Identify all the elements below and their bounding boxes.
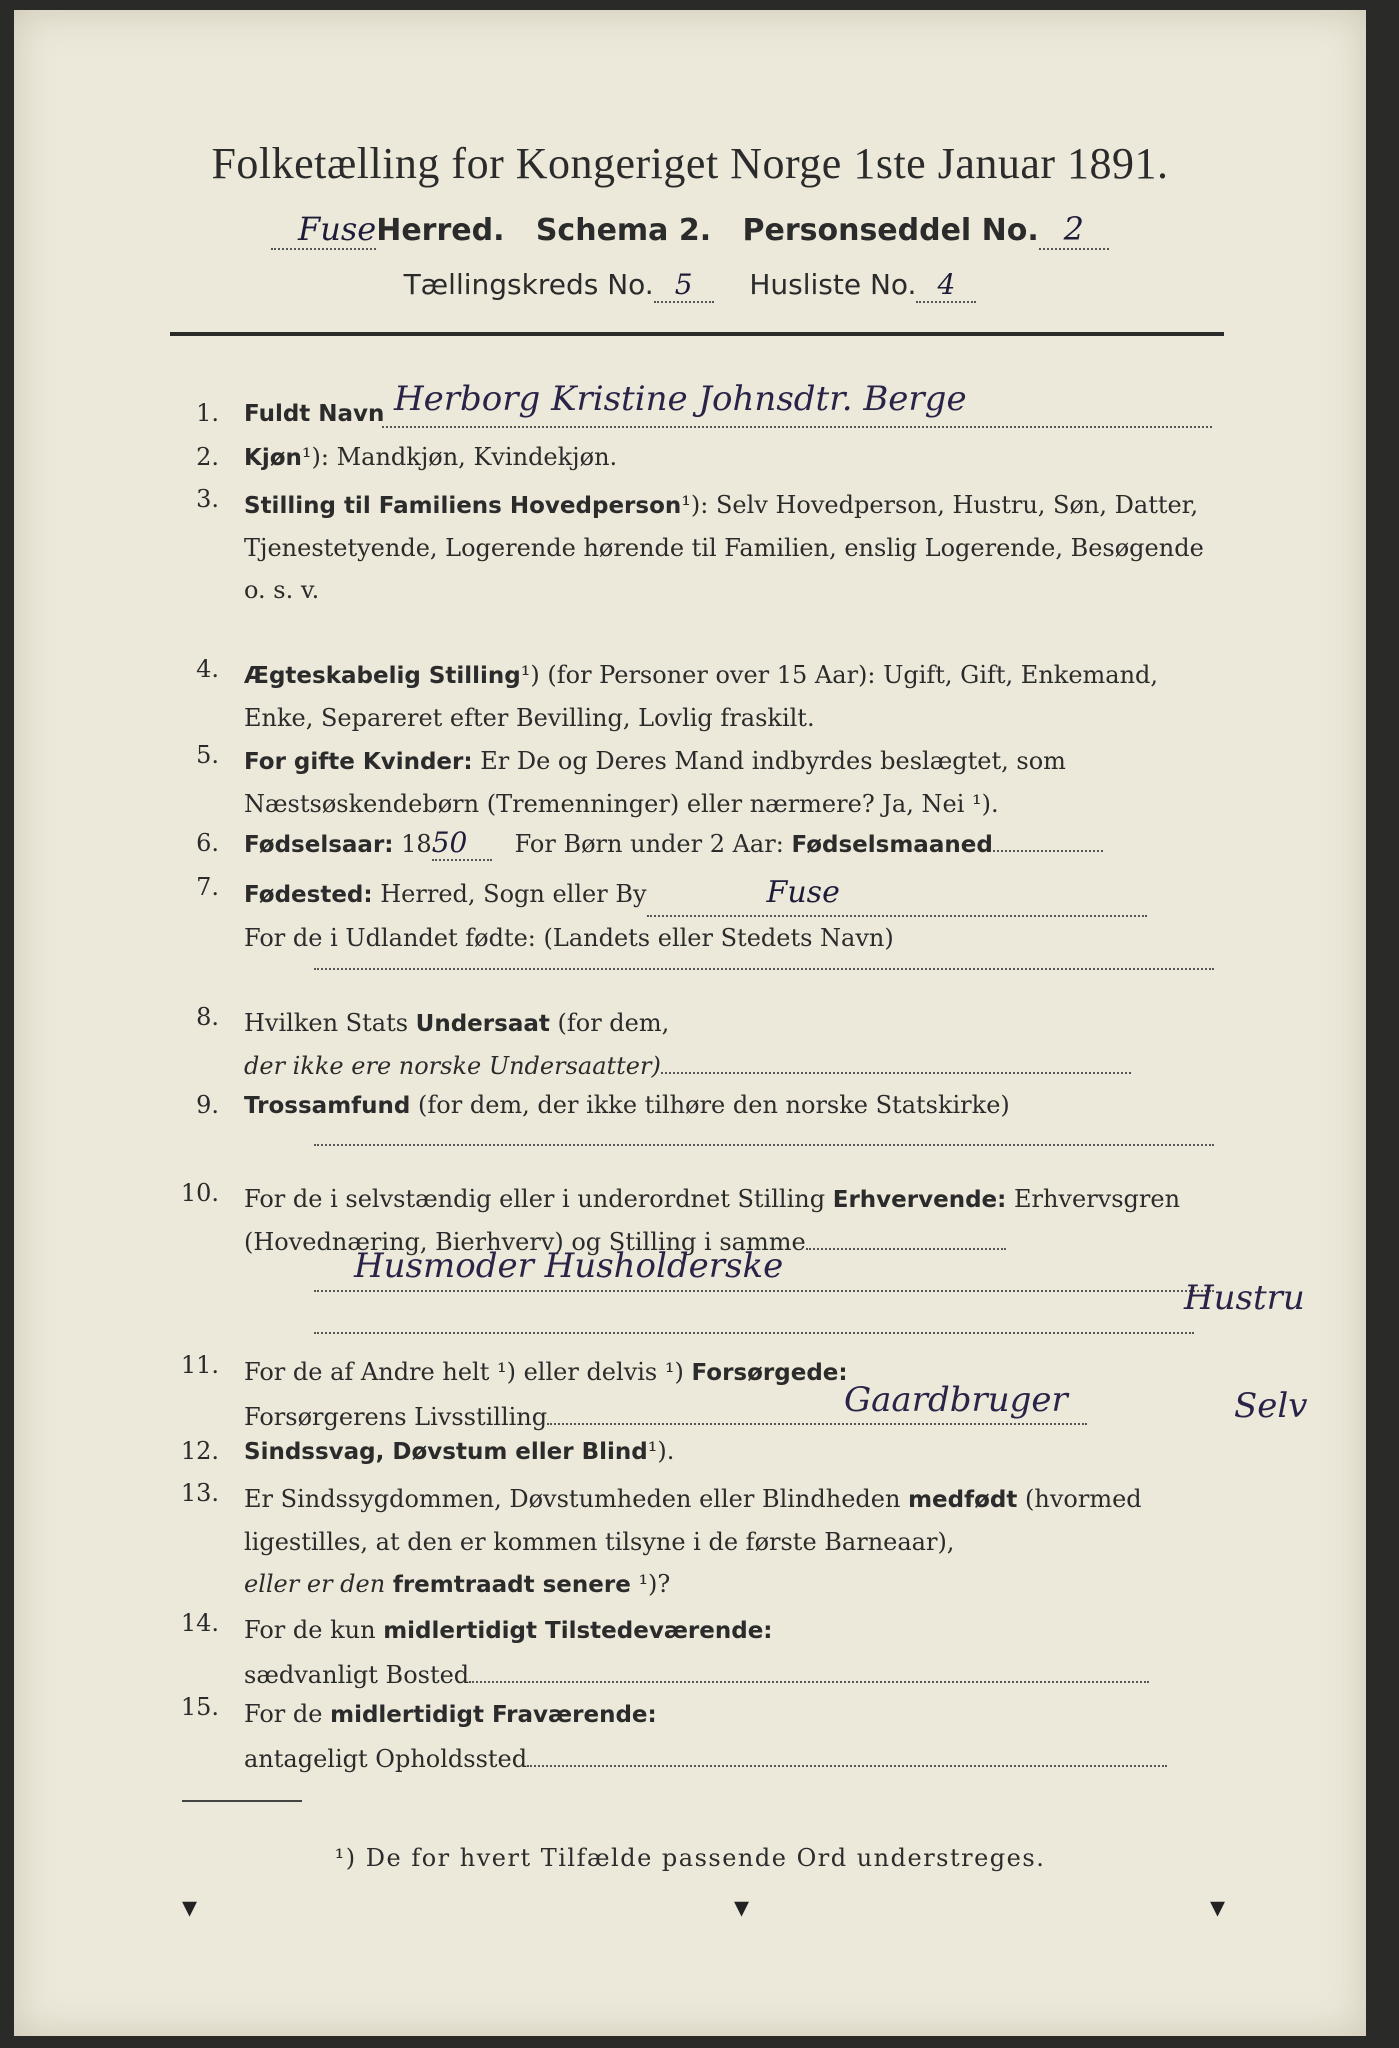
provider-occupation-value: Gaardbruger [844,1380,1068,1420]
schema-label: Schema 2. [535,213,712,248]
corner-mark-right: ▾ [1210,1890,1226,1925]
occupation-value: Husmoder Husholderske [354,1246,784,1286]
header-divider [170,332,1224,336]
provider-relation-value: Selv [1234,1386,1308,1426]
item-1-label: Fuldt Navn [244,401,385,427]
corner-mark-center: ▾ [734,1890,750,1925]
corner-mark-left: ▾ [182,1890,198,1925]
form-title: Folketælling for Kongeriget Norge 1ste Januar 1891. [211,139,1169,188]
name-dotted-line [382,426,1212,428]
herred-label: Herred. [376,213,505,248]
husliste-value: 4 [937,268,956,301]
tellingskreds-value: 5 [674,268,693,301]
herred-value: Fuse [298,210,377,248]
personseddel-label: Personseddel No. [742,213,1039,248]
census-form-page: Folketælling for Kongeriget Norge 1ste Januar 1891. FuseHerred. Schema 2. Personseddel No. 2 Tællingskreds No. 5 Husliste No. 4 1. Fuldt Navn Herborg Kristine Johnsdtr. Berge 2. Kjøn¹): Mandkjøn, Kvindekjøn. 3. Stilling til Familiens Hovedperson¹): Selv Hovedperson, Hustru, Søn, Datter, Tjenestetyende, Logerende hørende til Familien, enslig Logerende, Besøgende o. s. v. 4. Ægteskabelig Stilling¹) (for Personer over 15 Aar): Ugift, Gift, Enkemand, Enke, Separeret efter Bevilling, Lovlig fraskilt. 5. For gifte Kvinder: Er De og Deres Mand indbyrdes beslægtet, som Næstsøskendebørn (Tremenninger) eller nærmere? Ja, Nei ¹). 6. Fødselsaar: 1850 For Børn under 2 Aar: Fødselsmaaned 7. Fødested: Herred, Sogn eller By Fuse For de i Udlandet fødte: (Landets eller Stedets Navn) 8. Hvilken Stats Undersaat (for dem, der ikke ere norske Undersaatter) 9. Trossamfund (for dem, der ikke tilhøre den norske Statskirke) 10. For de i selvstændig eller i underordnet Stilling Erhvervende: Erhvervsgren (Hovednæring, Bierhverv) og Stilling i samme Husmoder Husholderske Hustru 11. For de af Andre helt ¹) eller delvis ¹) Forsørgede: Forsørgerens Livsstilling Gaardbruger Selv 12. Sindssvag, Døvstum eller Blind¹). 13. Er Sindssygdommen, Døvstumheden eller Blindheden medfødt (hvormed ligestilles, at den er kommen tilsyne i de første Barneaar), eller er den fremtraadt senere ¹)? 14. For de kun midlertidigt Tilstedeværende: sædvanligt Bosted 15. For de midlertidigt Fraværende: antageligt Opholdssted ¹) De for hvert Tilfælde passende Ord understreges. ▾ ▾ ▾ [14,10,1366,2036]
personseddel-value: 2 [1063,210,1084,248]
birth-year-value: 50 [431,826,468,859]
item-10-line-b [314,1332,1194,1334]
form-subheader-line [14,268,1366,303]
item-9-dotted-line [314,1144,1214,1146]
footnote-divider [182,1800,302,1802]
tellingskreds-label: Tællingskreds No. [403,268,654,301]
occupation-relation-value: Hustru [1184,1278,1305,1318]
footnote: ¹) De for hvert Tilfælde passende Ord understreges. [334,1844,1046,1872]
full-name-value: Herborg Kristine Johnsdtr. Berge [394,379,967,419]
item-10-line-a [314,1290,1214,1292]
item-7-dotted-line [314,968,1214,970]
husliste-label: Husliste No. [749,268,917,301]
birthplace-value: Fuse [766,875,840,910]
form-header-line [14,210,1366,250]
